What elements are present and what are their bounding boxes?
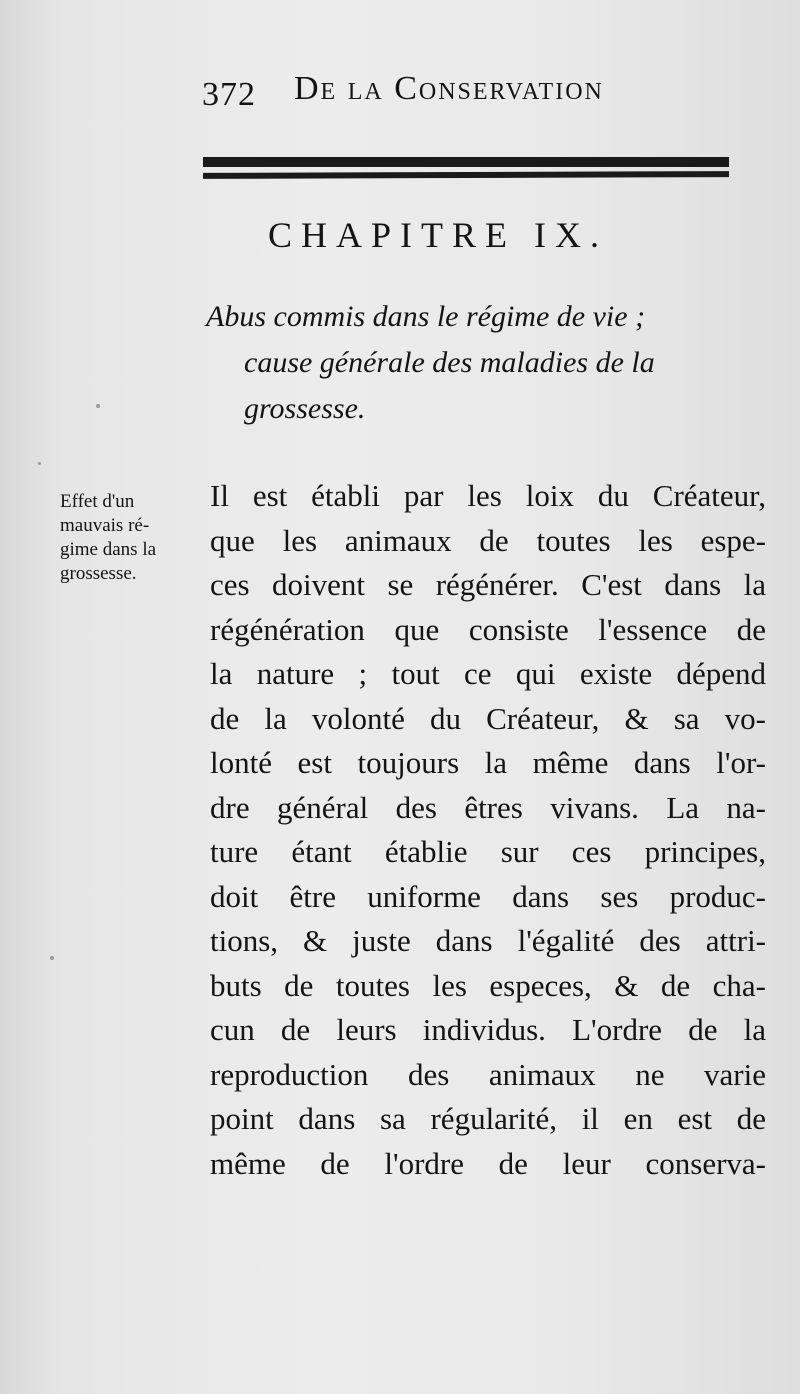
body-line: ture étant établie sur ces principes,	[210, 834, 766, 869]
subtitle-line: grossesse.	[244, 392, 366, 425]
body-line: que les animaux de toutes les espe-	[210, 522, 766, 558]
margin-note-line: mauvais ré-	[60, 515, 150, 536]
body-line: de la volonté du Créateur, & sa vo-	[210, 700, 766, 736]
body-line: doit être uniforme dans ses produc-	[210, 878, 766, 914]
body-line: Il est établi par les loix du Créateur,	[210, 478, 766, 513]
body-line: lonté est toujours la même dans l'or-	[210, 745, 766, 780]
header-rule-thick	[203, 157, 729, 167]
header-rule-thin	[203, 171, 729, 179]
body-line: cun de leurs individus. L'ordre de la	[210, 1012, 766, 1047]
body-line: dre général des êtres vivans. La na-	[210, 789, 766, 825]
running-title: De la Conservation	[294, 70, 604, 107]
body-line: tions, & juste dans l'égalité des attri-	[210, 923, 766, 958]
body-line: régénération que consiste l'essence de	[210, 611, 766, 647]
margin-note-line: gime dans la	[60, 539, 157, 560]
paper-speck	[38, 462, 41, 465]
running-head	[202, 62, 672, 113]
body-line: reproduction des animaux ne varie	[210, 1056, 766, 1092]
subtitle-line: Abus commis dans le régime de vie ;	[206, 300, 646, 333]
margin-note	[60, 490, 206, 586]
subtitle-line: cause générale des maladies de la	[244, 346, 655, 379]
paper-speck	[96, 404, 100, 408]
body-line: la nature ; tout ce qui existe dépend	[210, 656, 766, 691]
paper-speck	[50, 956, 54, 960]
body-line: même de l'ordre de leur conserva-	[210, 1145, 766, 1181]
body-paragraph	[210, 474, 766, 1186]
margin-note-line: Effet d'un	[60, 491, 135, 512]
chapter-title: CHAPITRE IX.	[268, 215, 608, 255]
margin-note-line: grossesse.	[60, 563, 137, 584]
chapter-subtitle	[206, 294, 754, 432]
body-line: buts de toutes les especes, & de cha-	[210, 967, 766, 1003]
page-number: 372	[202, 76, 256, 113]
body-line: ces doivent se régénérer. C'est dans la	[210, 567, 766, 602]
body-line: point dans sa régularité, il en est de	[210, 1101, 766, 1136]
